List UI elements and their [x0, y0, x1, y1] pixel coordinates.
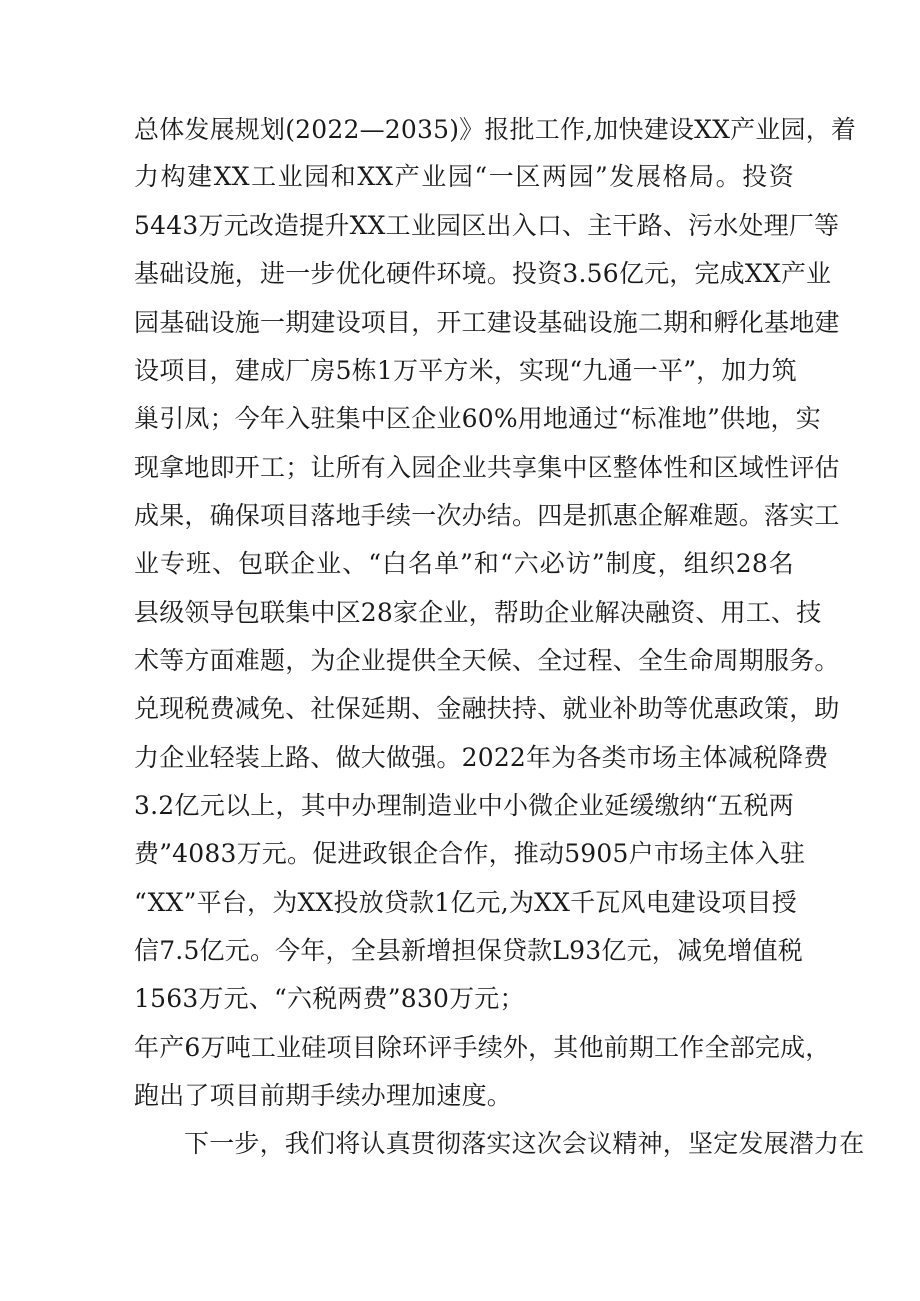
text-line: 基础设施，进一步优化硬件环境。投资3.56亿元，完成XX产业	[134, 259, 832, 288]
text-line: 县级领导包联集中区28家企业，帮助企业解决融资、用工、技	[134, 598, 822, 627]
text-line: 总体发展规划(2022—2035)》报批工作,加快建设XX产业园，着	[134, 115, 857, 144]
paragraph-first-line: 下一步，我们将认真贯彻落实这次会议精神，坚定发展潜力在	[184, 1129, 865, 1158]
text-line: 现拿地即开工；让所有入园企业共享集中区整体性和区域性评估	[134, 453, 840, 482]
text-line: 巢引凤；今年入驻集中区企业60%用地通过“标准地”供地，实	[134, 404, 821, 433]
text-line: 1563万元、“六税两费”830万元；	[134, 984, 525, 1013]
text-line: 5443万元改造提升XX工业园区出入口、主干路、污水处理厂等	[134, 211, 840, 240]
text-line: 兑现税费减免、社保延期、金融扶持、就业补助等优惠政策，助	[134, 694, 840, 723]
text-line: 成果，确保项目落地手续一次办结。四是抓惠企解难题。落实工	[134, 501, 840, 530]
text-line: 跑出了项目前期手续办理加速度。	[134, 1081, 513, 1110]
text-line: 费”4083万元。促进政银企合作，推动5905户市场主体入驻	[134, 839, 806, 868]
text-line: “XX”平台，为XX投放贷款1亿元,为XX千瓦风电建设项目授	[134, 888, 797, 917]
text-line: 信7.5亿元。今年，全县新增担保贷款L93亿元，减免增值税	[134, 936, 803, 965]
text-line: 业专班、包联企业、“白名单”和“六必访”制度，组织28名	[134, 549, 794, 578]
text-line: 年产6万吨工业硅项目除环评手续外，其他前期工作全部完成，	[134, 1033, 831, 1062]
text-line: 术等方面难题，为企业提供全天候、全过程、全生命周期服务。	[134, 646, 840, 675]
text-line: 力企业轻装上路、做大做强。2022年为各类市场主体减税降费	[134, 743, 829, 772]
text-line: 3.2亿元以上，其中办理制造业中小微企业延缓缴纳“五税两	[134, 791, 794, 820]
text-line: 设项目，建成厂房5栋1万平方米，实现“九通一平”，加力筑	[134, 356, 797, 385]
text-line: 园基础设施一期建设项目，开工建设基础设施二期和孵化基地建	[134, 308, 840, 337]
text-line: 力构建XX工业园和XX产业园“一区两园”发展格局。投资	[134, 162, 794, 191]
